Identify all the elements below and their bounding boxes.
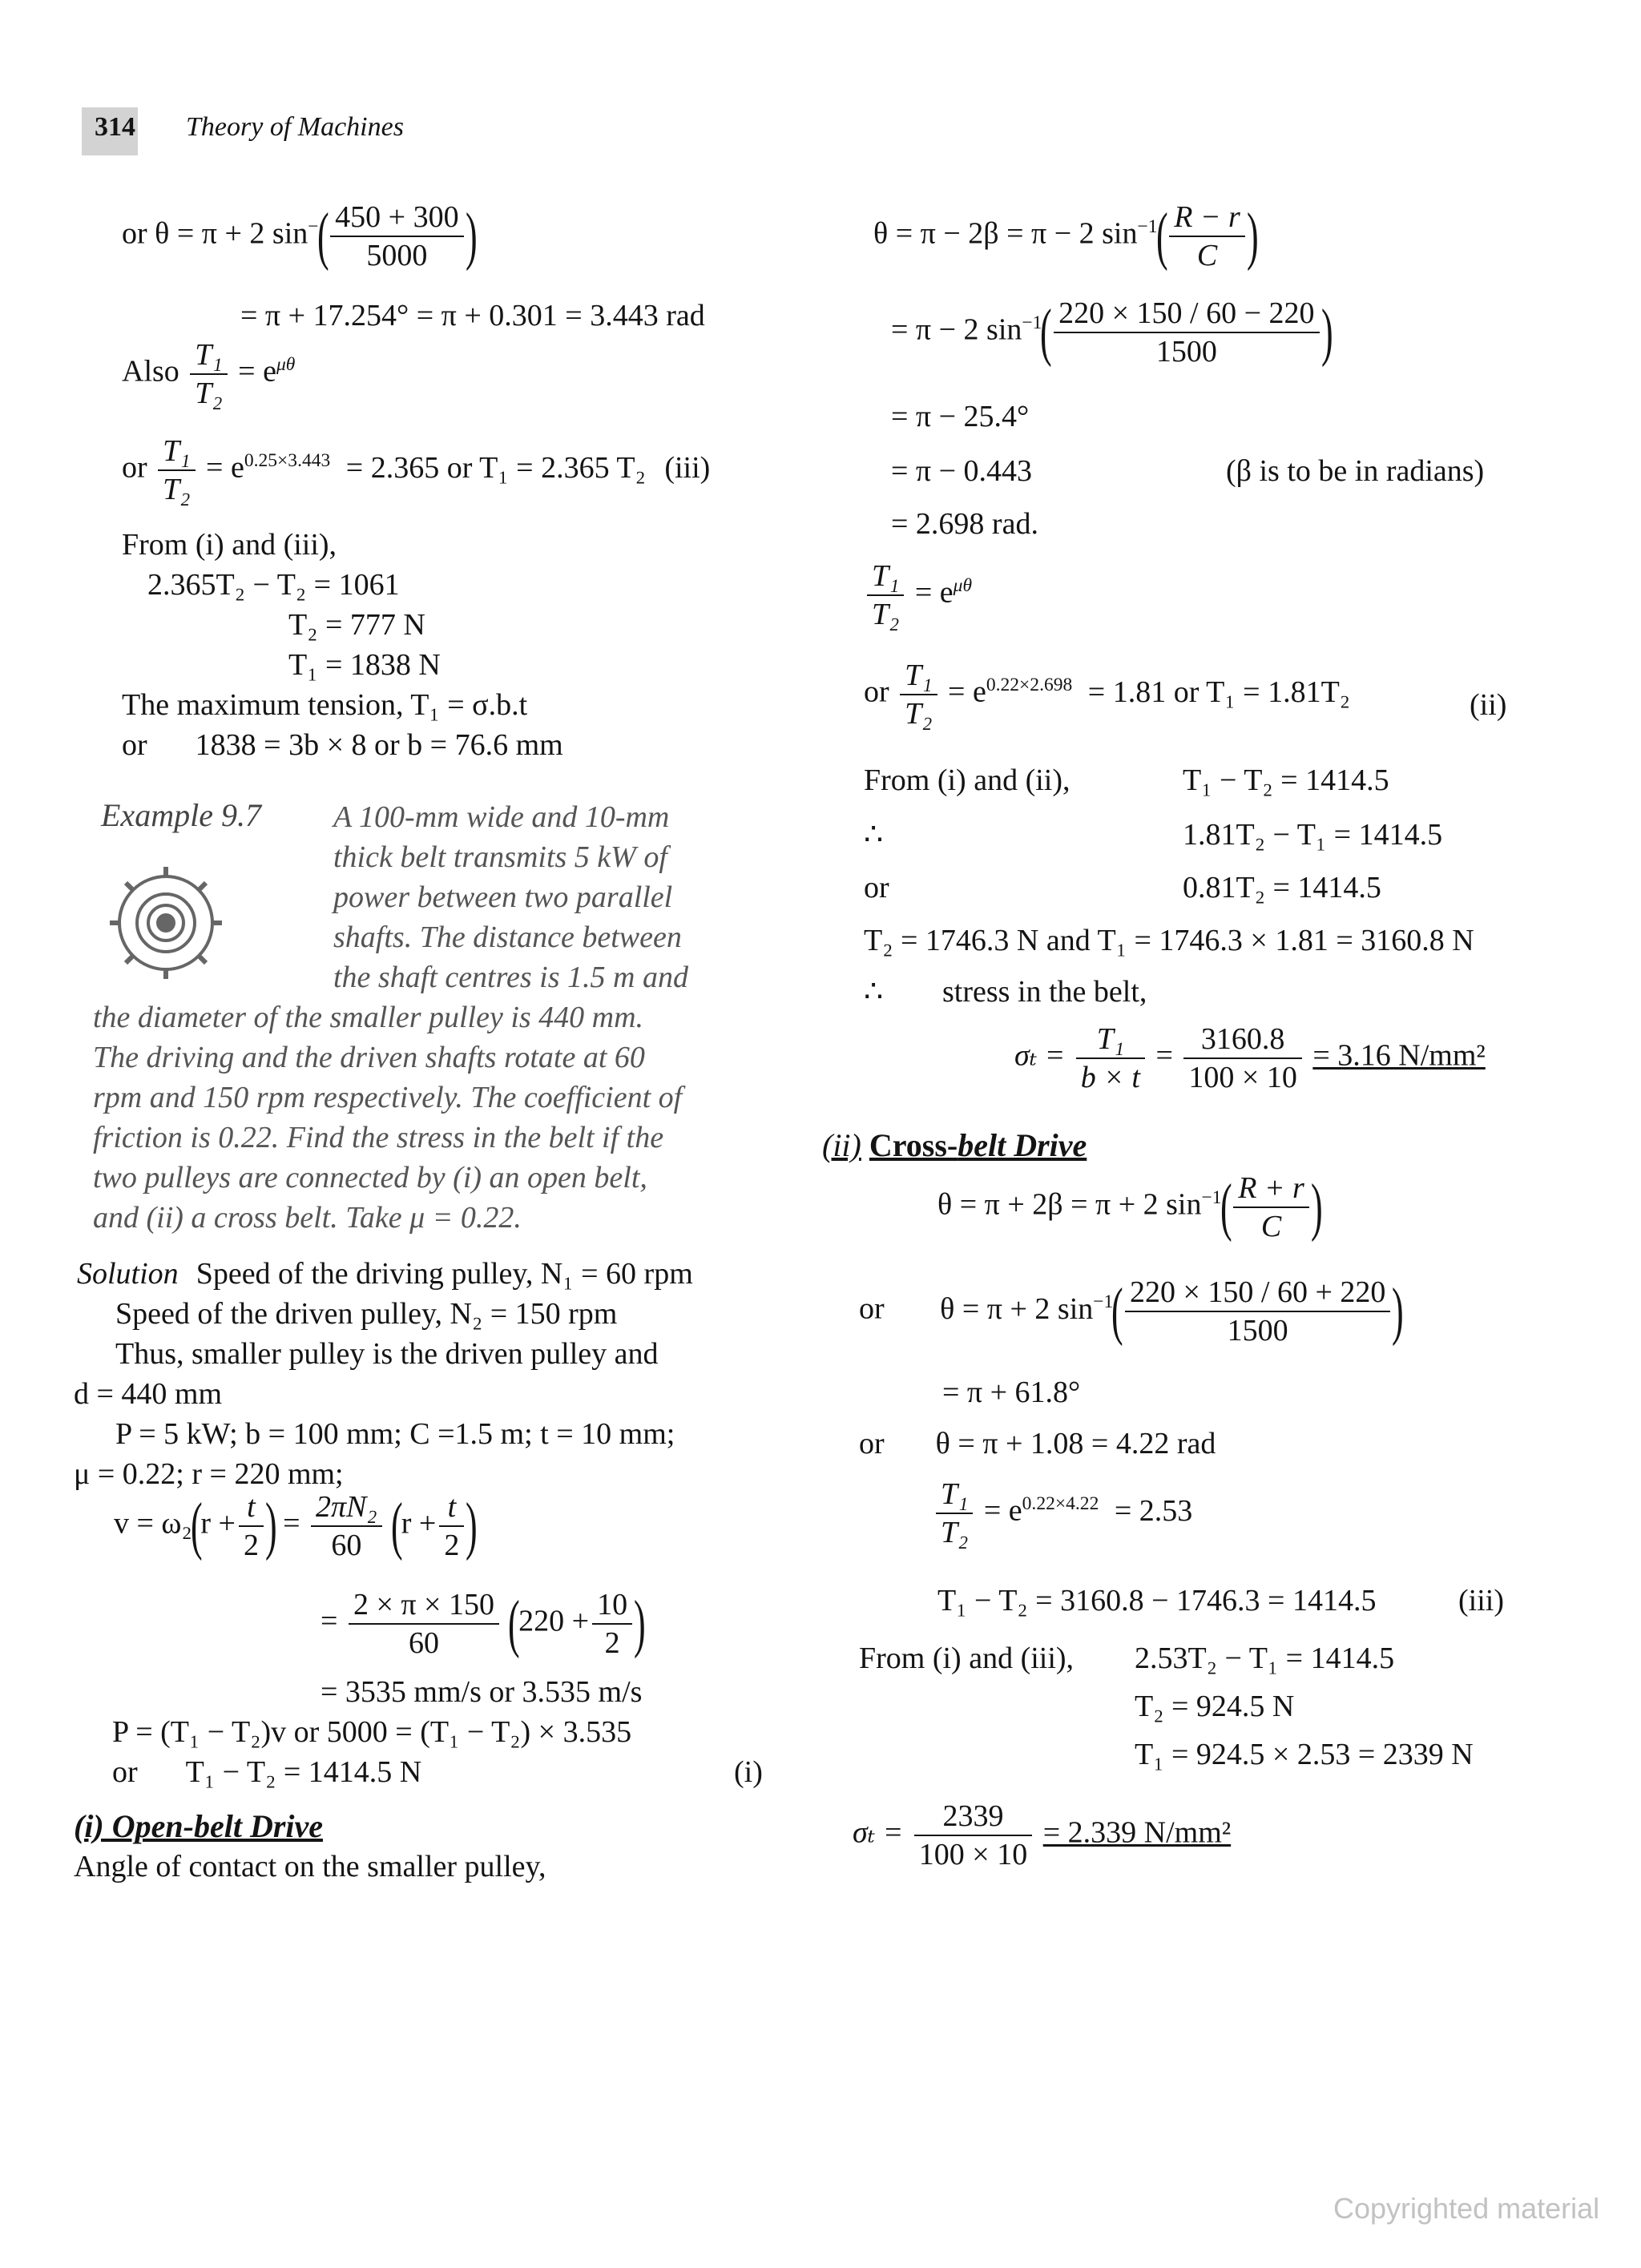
therefore-2: ∴ (864, 975, 884, 1009)
solution-line-3: Thus, smaller pulley is the driven pulley and (115, 1337, 659, 1371)
eq-ratio-open-numeric: or $\frac{\text{T₁}}{\text{T₂}}$ = $e^{0.22\times 2.698} = 1.81$ or T₁ = 1.81T₂ (864, 659, 1351, 731)
eq-cross-diff: T₁ − T₂ = 3160.8 − 1746.3 = 1414.5 (937, 1584, 1377, 1617)
eq-theta-value: = π + 17.254° = π + 0.301 = 3.443 rad (240, 299, 705, 332)
solution-line-1: Solution Speed of the driving pulley, N₁ = 60 rpm (77, 1257, 693, 1291)
solution-line-2: Speed of the driven pulley, N₂ = 150 rpm (115, 1297, 618, 1331)
text-angle-contact: Angle of contact on the smaller pulley, (74, 1850, 546, 1883)
eq-tag-ii: (ii) (1470, 688, 1507, 722)
eq-theta-cross-1: θ = π + 2β = π + 2 $\sin^{-1}$( $\frac{R + r}{C}$ ) (937, 1171, 1323, 1243)
running-title: Theory of Machines (186, 112, 404, 142)
eq-cross-t1: T₁ = 924.5 × 2.53 = 2339 N (1135, 1738, 1474, 1771)
eq-theta-cross-4: or θ = π + 1.08 = 4.22 rad (859, 1427, 1216, 1460)
or-open-c: or (864, 871, 889, 904)
eq-line-2365: 2.365T₂ − T₂ = 1061 (147, 568, 400, 602)
example-line-2: thick belt transmits 5 kW of (333, 840, 667, 874)
solution-line-6: μ = 0.22; r = 220 mm; (74, 1457, 344, 1491)
example-line-10: two pulleys are connected by (i) an open belt, (93, 1161, 647, 1194)
therefore-1: ∴ (864, 818, 884, 852)
example-line-4: shafts. The distance between (333, 920, 682, 954)
eq-cross-t2: T₂ = 924.5 N (1135, 1690, 1295, 1723)
note-beta-radians: (β is to be in radians) (1226, 454, 1485, 488)
text-from-i-iii: From (i) and (iii), (122, 528, 337, 562)
eq-stress-open: σₜ = $\frac{\text{T₁}}{b \times t}$ = $\frac{3160.8}{100 \times 10}$ = 3.16 N/mm² (1014, 1022, 1486, 1094)
eq-b-result: or 1838 = 3b × 8 or b = 76.6 mm (122, 728, 563, 762)
eq-theta-cross-line1: or θ = π + 2 sin−( $\frac{450 + 300}{5000}$ ) (122, 200, 478, 272)
eq-velocity-result: = 3535 mm/s or 3.535 m/s (321, 1675, 643, 1709)
eq-theta-cross-3: = π + 61.8° (942, 1376, 1081, 1409)
eq-open-c: 0.81T₂ = 1414.5 (1183, 871, 1381, 904)
example-line-1: A 100-mm wide and 10-mm (333, 800, 670, 834)
example-line-9: friction is 0.22. Find the stress in the belt if the (93, 1121, 664, 1154)
solution-line-4: d = 440 mm (74, 1377, 223, 1411)
example-line-8: rpm and 150 rpm respectively. The coefficient of (93, 1081, 683, 1114)
example-label: Example 9.7 (101, 797, 261, 833)
eq-stress-cross: σₜ = $\frac{2339}{100 \times 10}$ = 2.339 N/mm² (853, 1799, 1232, 1871)
eq-cross-a: 2.53T₂ − T₁ = 1414.5 (1135, 1642, 1395, 1675)
eq-theta-open-2: = π − 2 $\sin^{-1}$( $\frac{220 \times 150 / 60 - 220}{1500}$ ) (891, 296, 1333, 369)
eq-open-t-values: T₂ = 1746.3 N and T₁ = 1746.3 × 1.81 = 3160.8 N (864, 924, 1474, 957)
eq-open-b: 1.81T₂ − T₁ = 1414.5 (1183, 818, 1443, 852)
eq-theta-cross-2: or θ = π + 2 $\sin^{-1}$( $\frac{220 \times 150 / 60 + 220}{1500}$ ) (859, 1275, 1405, 1348)
eq-t2-777: T₂ = 777 N (288, 608, 425, 642)
heading-open-belt: (i) Open-belt Drive (74, 1808, 324, 1844)
eq-theta-open-5: = 2.698 rad. (891, 507, 1038, 541)
gear-icon (90, 851, 242, 995)
eq-tag-i: (i) (734, 1755, 763, 1789)
eq-ratio-also: Also $\frac{\text{T₁}}{\text{T₂}}$ = $e^{\mu\theta}$ (122, 338, 296, 410)
eq-t1-minus-t2: or T₁ − T₂ = 1414.5 N (112, 1755, 422, 1789)
example-line-5: the shaft centres is 1.5 m and (333, 961, 688, 994)
eq-tag-iii: (iii) (1458, 1584, 1504, 1617)
text-from-i-ii: From (i) and (ii), (864, 763, 1070, 797)
text-stress-belt: stress in the belt, (942, 975, 1147, 1009)
solution-line-5: P = 5 kW; b = 100 mm; C =1.5 m; t = 10 mm; (115, 1417, 675, 1451)
eq-theta-open-1: θ = π − 2β = π − 2 $\sin^{-1}$( $\frac{R - r}{C}$ ) (873, 200, 1259, 272)
page-number: 314 (95, 112, 135, 142)
eq-open-a: T₁ − T₂ = 1414.5 (1183, 763, 1389, 797)
text-max-tension: The maximum tension, T₁ = σ.b.t (122, 688, 528, 722)
eq-ratio-cross: $\frac{\text{T₁}}{\text{T₂}}$ = $e^{0.22\times 4.22} = 2.53$ (933, 1476, 1192, 1551)
example-line-6: the diameter of the smaller pulley is 440 mm. (93, 1001, 644, 1034)
text-from-i-iii-cross: From (i) and (iii), (859, 1642, 1075, 1675)
eq-velocity-numeric: = $\frac{2 \times \pi \times 150}{60}$ (220 + $\frac{10}{2}$ ) (321, 1588, 646, 1660)
eq-ratio-open: $\frac{\text{T₁}}{\text{T₂}}$ = $e^{\mu\theta}$ (864, 558, 972, 633)
example-line-3: power between two parallel (333, 880, 673, 914)
heading-cross-belt: (ii) Cross-belt Drive (822, 1127, 1087, 1163)
copyright-watermark: Copyrighted material (1333, 2192, 1600, 2225)
eq-theta-open-4: = π − 0.443 (891, 454, 1033, 488)
eq-power: P = (T₁ − T₂)v or 5000 = (T₁ − T₂) × 3.535 (112, 1715, 632, 1749)
example-line-7: The driving and the driven shafts rotate at 60 (93, 1041, 645, 1074)
eq-ratio-numeric: or $\frac{\text{T₁}}{\text{T₂}}$ = $e^{0.25\times 3.443} = 2.365$ or T₁ = 2.365 T₂ (iii) (122, 434, 711, 506)
example-line-11: and (ii) a cross belt. Take μ = 0.22. (93, 1201, 522, 1235)
eq-velocity: v = ω₂(r + $\frac{t}{2}$ ) = $\frac{\text{2πN₂}}{60}$ (r + $\frac{t}{2}$ ) (114, 1490, 478, 1562)
eq-theta-open-3: = π − 25.4° (891, 400, 1030, 433)
eq-t1-1838: T₁ = 1838 N (288, 648, 441, 682)
